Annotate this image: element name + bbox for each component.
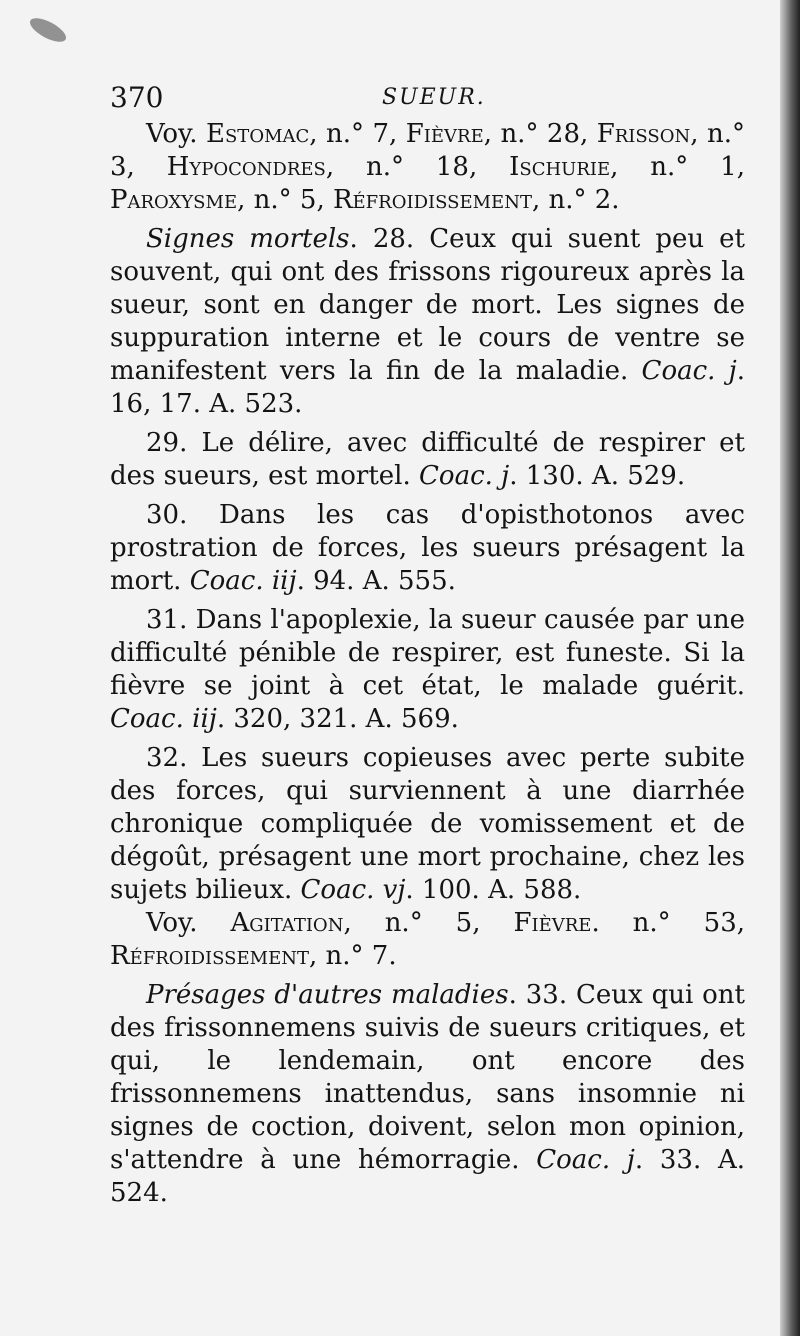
text-run: . 320, 321. A. 569. bbox=[216, 704, 459, 734]
text-run: , n.° 28, bbox=[483, 119, 597, 149]
running-title: SUEUR. bbox=[382, 85, 486, 110]
text-run: . 28. Ceux qui suent peu et souvent, qui ont des frissons rigoureux après la sueur, sont en danger de mort. Les signes de suppuration interne et le cours de ventre se manifestent vers la fin de la maladie. bbox=[110, 224, 745, 386]
text-run: . 16, 17. A. 523. bbox=[110, 356, 745, 419]
ink-smudge bbox=[27, 14, 70, 47]
citation-coac: Coac. j bbox=[641, 356, 737, 386]
section-heading-signes-mortels: Signes mortels bbox=[146, 224, 350, 254]
term-paroxysme: Paroxysme bbox=[110, 185, 238, 215]
text-block bbox=[110, 78, 745, 1210]
running-head bbox=[110, 78, 745, 118]
paragraph-33 bbox=[110, 979, 745, 1210]
text-run: 32. Les sueurs copieuses avec perte subite des forces, qui surviennent à une diarrhée chronique compliquée de vomissement et de dégoût, présagent une mort prochaine, chez les sujets bilieux. bbox=[110, 743, 745, 905]
paragraph-cross-reference-1 bbox=[110, 118, 745, 217]
text-run: , n.° 5, bbox=[343, 908, 514, 938]
paragraph-cross-reference-2 bbox=[110, 907, 745, 973]
text-run: , n.° 1, bbox=[610, 152, 745, 182]
citation-coac: Coac. vj bbox=[300, 875, 406, 905]
paragraph-29 bbox=[110, 427, 745, 493]
page-number: 370 bbox=[110, 81, 164, 114]
text-run: , n.° 2. bbox=[531, 185, 620, 215]
term-refroidissement: Réfroidissement bbox=[332, 185, 532, 215]
paragraph-30 bbox=[110, 499, 745, 598]
text-run: 29. Le délire, avec difficulté de respirer et des sueurs, est mortel. bbox=[110, 428, 745, 491]
text-run: 31. Dans l'apoplexie, la sueur causée par une difficulté pénible de respirer, est funeste. Si la fièvre se joint à cet état, le malade guérit. bbox=[110, 605, 745, 701]
term-refroidissement: Réfroidissement bbox=[110, 941, 309, 971]
term-fievre: Fièvre bbox=[405, 119, 484, 149]
text-run: Voy. bbox=[146, 119, 206, 149]
citation-coac: Coac. iij bbox=[189, 566, 297, 596]
section-heading-presages: Présages d'autres maladies bbox=[146, 980, 509, 1010]
term-ischurie: Ischurie bbox=[509, 152, 611, 182]
paragraph-31 bbox=[110, 604, 745, 736]
term-fievre: Fièvre bbox=[513, 908, 592, 938]
citation-coac: Coac. iij bbox=[110, 704, 217, 734]
text-run: . 100. A. 588. bbox=[405, 875, 582, 905]
text-run: , n.° 18, bbox=[325, 152, 510, 182]
term-hypocondres: Hypocondres bbox=[166, 152, 326, 182]
text-run: . 130. A. 529. bbox=[509, 461, 686, 491]
text-run: 30. Dans les cas d'opisthotonos avec prostration de forces, les sueurs présagent la mort. bbox=[110, 500, 745, 596]
page-edge-shadow bbox=[780, 0, 800, 1336]
text-run: . 94. A. 555. bbox=[296, 566, 456, 596]
citation-coac: Coac. j bbox=[419, 461, 510, 491]
citation-coac: Coac. j bbox=[536, 1145, 635, 1175]
text-run: Voy. bbox=[146, 908, 231, 938]
text-run: . 33. A. 524. bbox=[110, 1145, 745, 1208]
text-run: . 33. Ceux qui ont des frissonnemens suivis de sueurs critiques, et qui, le lendemain, ont encore des frissonnemens inattendus, sans insomnie ni signes de coction, doivent, selon mon opinion, s'attendre à une hémorragie. bbox=[110, 980, 745, 1175]
term-frisson: Frisson bbox=[596, 119, 691, 149]
paragraph-32 bbox=[110, 742, 745, 907]
text-run: , n.° 7, bbox=[309, 119, 406, 149]
text-run: . n.° 53, bbox=[591, 908, 746, 938]
paragraph-28 bbox=[110, 223, 745, 421]
term-estomac: Estomac bbox=[206, 119, 310, 149]
text-run: , n.° 5, bbox=[237, 185, 333, 215]
text-run: , n.° 3, bbox=[110, 119, 746, 182]
term-agitation: Agitation bbox=[230, 908, 344, 938]
text-run: , n.° 7. bbox=[308, 941, 397, 971]
